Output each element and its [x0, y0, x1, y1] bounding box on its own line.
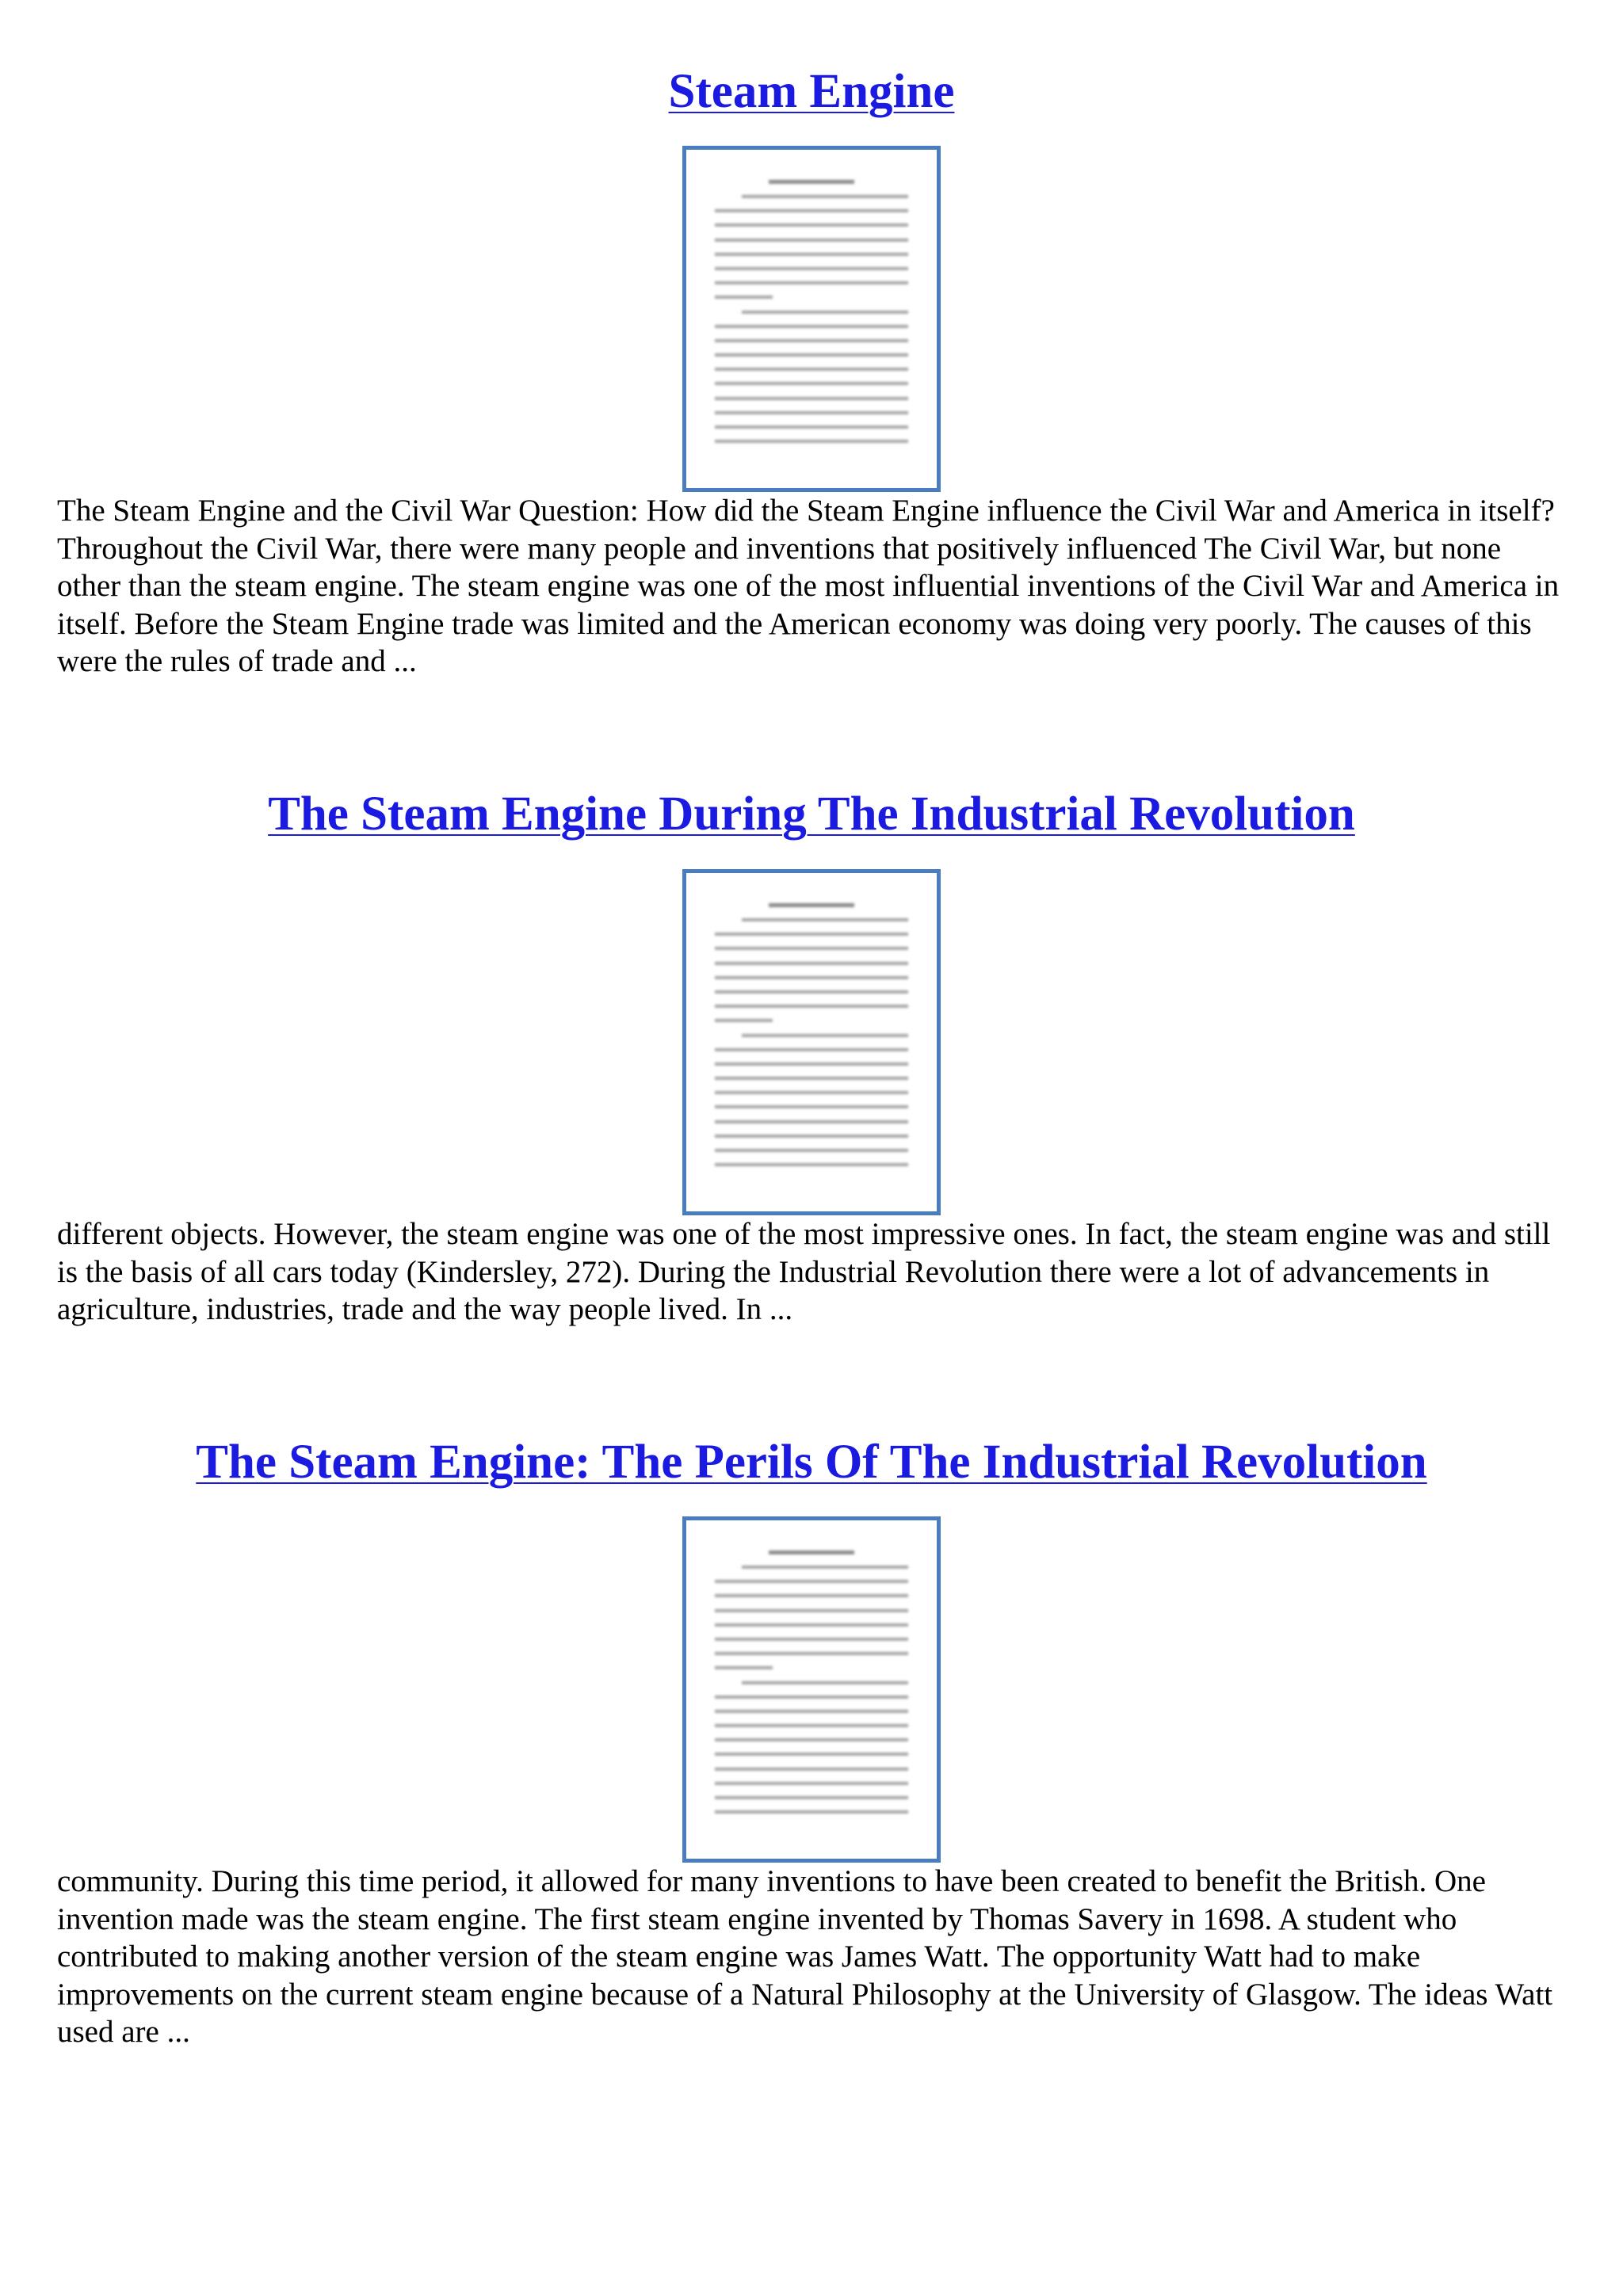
essay-thumbnail[interactable] — [682, 1516, 941, 1863]
essay-snippet: The Steam Engine and the Civil War Question: How did the Steam Engine influence the Civil War and America in itself? Throughout the Civil War, there were many people and inventions that positively influenced The Civil War, but none other than the steam engine. The steam engine was one of the most influential inventions of the Civil War and America in itself. Before the Steam Engine trade was limited and the American economy was doing very poorly. The causes of this were the rules of trade and ... — [57, 494, 1560, 678]
essay-thumbnail[interactable] — [682, 146, 941, 492]
essay-entry — [0, 784, 1623, 1329]
essay-title-link[interactable]: Steam Engine — [668, 65, 955, 118]
essay-thumbnail[interactable] — [682, 869, 941, 1215]
essay-snippet: community. During this time period, it allowed for many inventions to have been created to benefit the British. One invention made was the steam engine. The first steam engine invented by Thomas Savery in 1698. A student who contributed to making another version of the steam engine was James Watt. The opportunity Watt had to make improvements on the current steam engine because of a Natural Philosophy at the University of Glasgow. The ideas Watt used are ... — [57, 1864, 1553, 2049]
essay-entry — [0, 1432, 1623, 2051]
essay-title-link[interactable]: The Steam Engine During The Industrial Revolution — [268, 788, 1355, 841]
thumbnail-text-preview — [715, 180, 908, 472]
essay-title-link[interactable]: The Steam Engine: The Perils Of The Industrial Revolution — [196, 1436, 1427, 1489]
thumbnail-text-preview — [715, 1550, 908, 1843]
essay-snippet: different objects. However, the steam engine was one of the most impressive ones. In fact, the steam engine was and still is the basis of all cars today (Kindersley, 272). During the Industrial Revolution there were a lot of advancements in agriculture, industries, trade and the way people lived. In ... — [57, 1217, 1551, 1326]
thumbnail-text-preview — [715, 903, 908, 1196]
essay-entry — [0, 62, 1623, 681]
